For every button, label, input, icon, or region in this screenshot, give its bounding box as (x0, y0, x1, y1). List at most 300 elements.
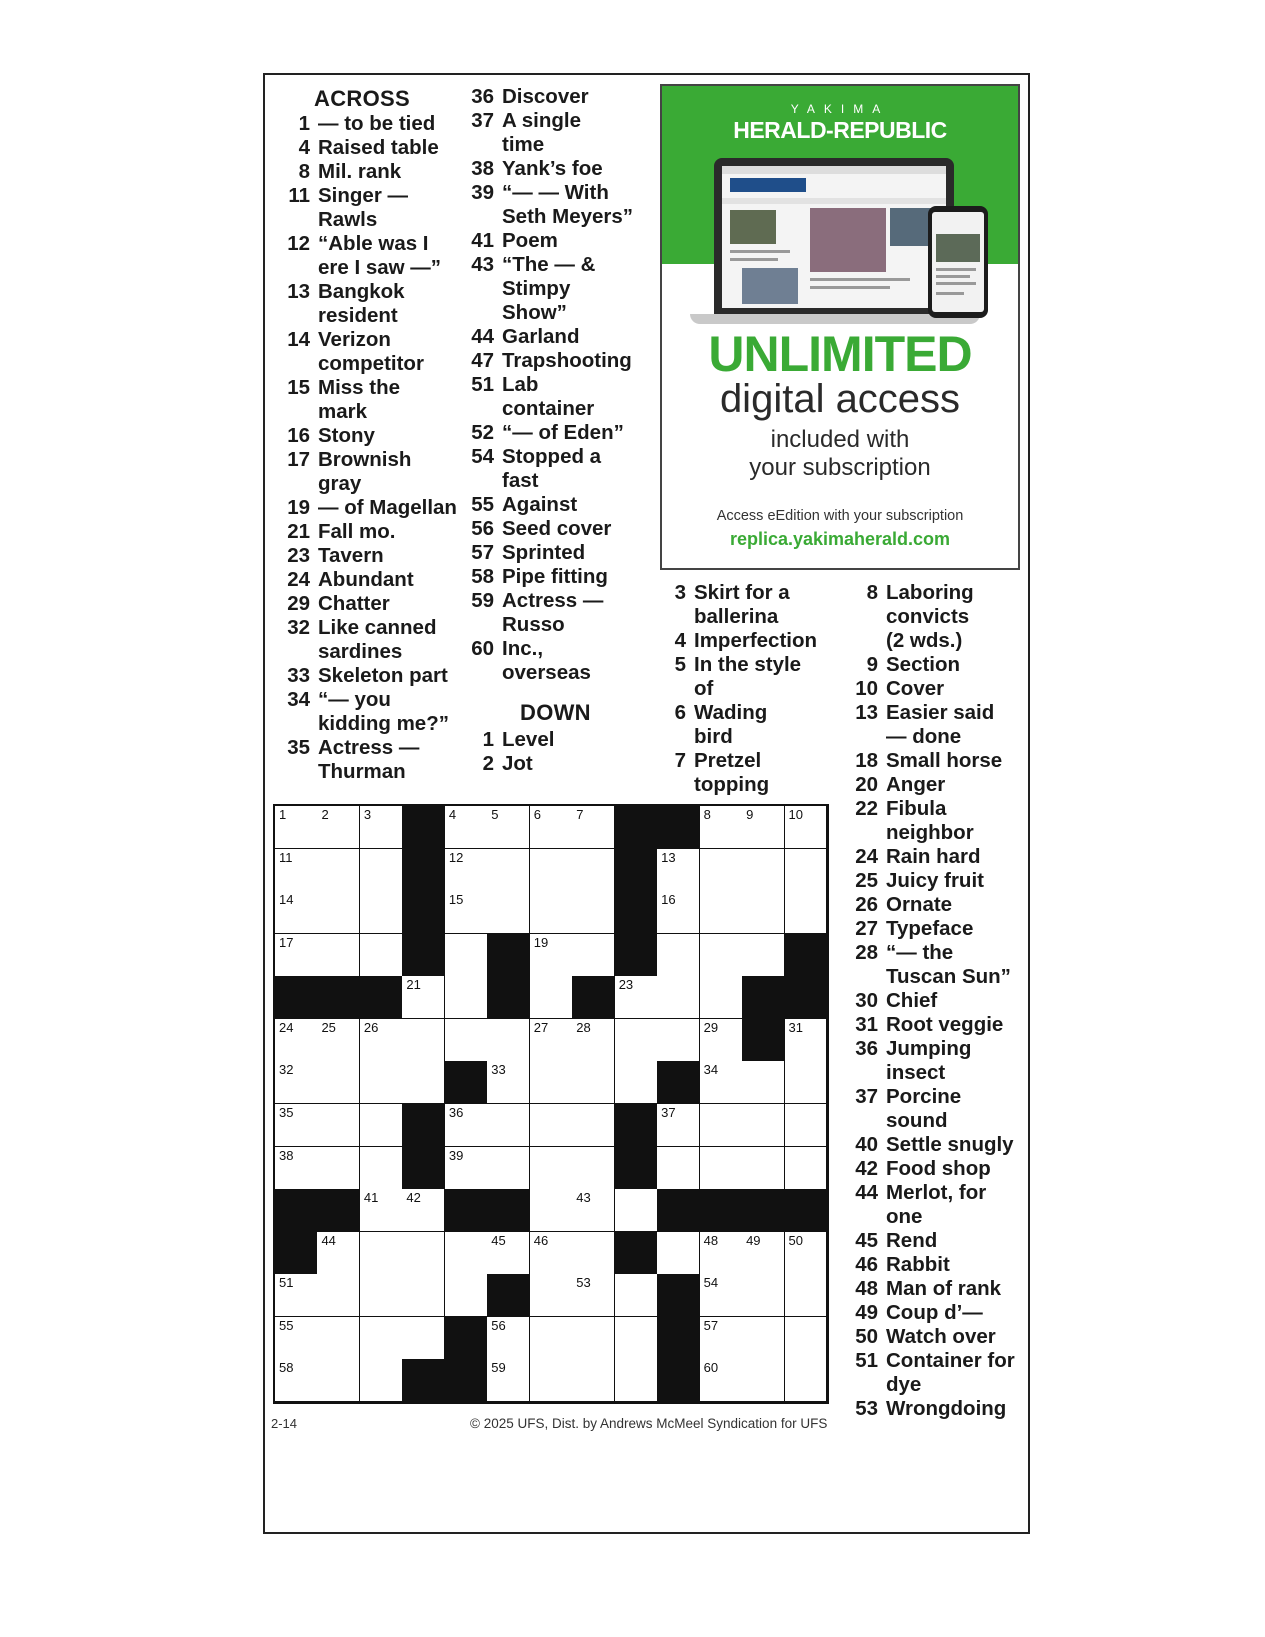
clue-text: “— the Tuscan Sun” (886, 941, 1011, 988)
grid-cell[interactable] (275, 849, 318, 892)
clue-text: Ornate (886, 893, 953, 916)
phone-screen (932, 212, 984, 312)
clue-number: 45 (855, 1229, 878, 1252)
grid-cell-number: 17 (279, 934, 294, 950)
clue-item (846, 1013, 1030, 1037)
grid-cell[interactable] (317, 1317, 360, 1360)
grid-cell[interactable] (572, 1061, 615, 1104)
clue-item (278, 328, 464, 376)
grid-cell[interactable] (487, 1147, 530, 1190)
grid-cell[interactable] (360, 1189, 403, 1232)
grid-cell[interactable] (402, 1019, 445, 1062)
grid-cell[interactable] (785, 891, 828, 934)
grid-cell[interactable] (402, 1189, 445, 1232)
grid-cell[interactable] (487, 1232, 530, 1275)
clue-text: Fibula neighbor (886, 797, 974, 844)
clue-number: 4 (298, 136, 310, 159)
clue-text: Section (886, 653, 961, 676)
clue-item (462, 517, 662, 541)
clue-number: 36 (855, 1037, 878, 1060)
grid-cell[interactable] (530, 1317, 573, 1360)
grid-cell[interactable] (360, 891, 403, 934)
grid-cell[interactable] (360, 1359, 403, 1402)
grid-black-square (445, 1317, 488, 1360)
grid-cell[interactable] (700, 1232, 743, 1275)
grid-cell[interactable] (615, 1019, 658, 1062)
clue-item (462, 109, 662, 157)
grid-cell[interactable] (615, 1359, 658, 1402)
grid-cell[interactable] (317, 1359, 360, 1402)
clue-item (846, 941, 1030, 989)
grid-black-square (445, 1359, 488, 1402)
grid-cell[interactable] (785, 1147, 828, 1190)
clue-number: 16 (287, 424, 310, 447)
grid-cell[interactable] (615, 976, 658, 1019)
grid-cell[interactable] (785, 1359, 828, 1402)
grid-cell[interactable] (785, 1317, 828, 1360)
clue-item (846, 1325, 1030, 1349)
grid-cell-number: 21 (406, 977, 421, 993)
grid-black-square (402, 1104, 445, 1147)
clue-item (846, 893, 1030, 917)
clue-number: 49 (855, 1301, 878, 1324)
grid-cell[interactable] (445, 1147, 488, 1190)
clue-text: Inc., overseas (502, 637, 591, 684)
clue-text: Jumping insect (886, 1037, 972, 1084)
grid-cell-number: 53 (576, 1275, 591, 1291)
grid-cell[interactable] (445, 1232, 488, 1275)
grid-cell[interactable] (275, 806, 318, 849)
clue-number: 44 (471, 325, 494, 348)
grid-cell[interactable] (572, 849, 615, 892)
grid-cell[interactable] (445, 1019, 488, 1062)
grid-cell[interactable] (700, 1061, 743, 1104)
grid-cell[interactable] (572, 1019, 615, 1062)
grid-cell[interactable] (572, 1232, 615, 1275)
grid-cell[interactable] (700, 976, 743, 1019)
grid-cell[interactable] (402, 976, 445, 1019)
grid-cell[interactable] (742, 1359, 785, 1402)
grid-black-square (615, 1232, 658, 1275)
grid-cell-number: 31 (788, 1019, 803, 1035)
clue-text: Abundant (318, 568, 414, 591)
clue-number: 8 (866, 581, 878, 604)
clue-number: 28 (855, 941, 878, 964)
grid-cell[interactable] (445, 849, 488, 892)
grid-black-square (657, 1317, 700, 1360)
grid-cell[interactable] (360, 1104, 403, 1147)
grid-cell[interactable] (445, 1104, 488, 1147)
clue-text: Coup d’— (886, 1301, 983, 1324)
clue-item (846, 1181, 1030, 1229)
clue-number: 11 (288, 184, 310, 207)
clue-text: Chief (886, 989, 938, 1012)
grid-cell-number: 33 (491, 1062, 506, 1078)
clue-item (654, 653, 834, 701)
grid-cell-number: 37 (661, 1105, 676, 1120)
grid-black-square (445, 1061, 488, 1104)
clue-number: 14 (287, 328, 310, 351)
grid-cell-number: 14 (279, 892, 294, 908)
clue-text: Singer — Rawls (318, 184, 408, 231)
grid-cell[interactable] (572, 934, 615, 977)
clue-number: 23 (287, 544, 310, 567)
grid-cell[interactable] (445, 1274, 488, 1317)
clue-text: Anger (886, 773, 946, 796)
clue-number: 2 (482, 752, 494, 775)
grid-black-square (657, 1359, 700, 1402)
grid-cell[interactable] (572, 1147, 615, 1190)
grid-cell[interactable] (275, 891, 318, 934)
clue-text: Wading bird (694, 701, 768, 748)
grid-cell[interactable] (785, 806, 828, 849)
grid-cell-number: 41 (363, 1190, 379, 1206)
clue-text: “— — With Seth Meyers” (502, 181, 634, 228)
grid-cell[interactable] (785, 1274, 828, 1317)
clue-item (846, 917, 1030, 941)
grid-black-square (360, 976, 403, 1019)
grid-cell-number: 23 (618, 977, 634, 993)
clue-text: “— of Eden” (502, 421, 624, 444)
grid-cell-number: 27 (533, 1019, 549, 1035)
grid-cell[interactable] (657, 891, 700, 934)
grid-cell[interactable] (700, 1147, 743, 1190)
ad-url-link[interactable]: replica.yakimaherald.com (729, 529, 951, 549)
grid-cell[interactable] (360, 849, 403, 892)
clue-text: Container for dye (886, 1349, 1015, 1396)
grid-cell[interactable] (700, 806, 743, 849)
clue-number: 25 (855, 869, 878, 892)
grid-cell[interactable] (275, 1359, 318, 1402)
grid-cell[interactable] (742, 1104, 785, 1147)
clue-text: “The — & Stimpy Show” (502, 253, 596, 324)
grid-cell[interactable] (700, 1019, 743, 1062)
grid-cell[interactable] (700, 1104, 743, 1147)
grid-black-square (742, 1019, 785, 1062)
grid-cell[interactable] (742, 806, 785, 849)
grid-cell[interactable] (275, 1104, 318, 1147)
puzzle-date: 2-14 (271, 1416, 298, 1431)
grid-cell[interactable] (742, 1147, 785, 1190)
grid-cell[interactable] (317, 934, 360, 977)
grid-black-square (657, 1061, 700, 1104)
grid-cell[interactable] (530, 1147, 573, 1190)
grid-cell[interactable] (572, 1359, 615, 1402)
grid-black-square (615, 1104, 658, 1147)
clue-number: 17 (287, 448, 310, 471)
clue-item (846, 869, 1030, 893)
clue-text: Laboring convicts (2 wds.) (886, 581, 974, 652)
clue-text: Level (502, 728, 555, 751)
clue-text: Easier said — done (886, 701, 995, 748)
grid-cell[interactable] (530, 1104, 573, 1147)
grid-cell[interactable] (360, 1274, 403, 1317)
grid-cell[interactable] (530, 891, 573, 934)
grid-cell[interactable] (487, 806, 530, 849)
clue-text: Merlot, for one (886, 1181, 987, 1228)
grid-cell[interactable] (615, 1274, 658, 1317)
grid-cell[interactable] (275, 1061, 318, 1104)
grid-cell[interactable] (275, 1274, 318, 1317)
clue-text: Mil. rank (318, 160, 402, 183)
grid-cell-number: 24 (279, 1019, 294, 1035)
clue-item (846, 1133, 1030, 1157)
grid-cell[interactable] (360, 1232, 403, 1275)
grid-cell[interactable] (615, 1189, 658, 1232)
grid-cell[interactable] (275, 1147, 318, 1190)
clue-item (278, 112, 464, 136)
grid-cell[interactable] (402, 1317, 445, 1360)
clue-text: In the style of (694, 653, 802, 700)
across-clues-column-1 (278, 85, 464, 784)
clue-number: 60 (471, 637, 494, 660)
grid-cell[interactable] (657, 934, 700, 977)
clue-text: Verizon competitor (318, 328, 424, 375)
clue-text: Bangkok resident (318, 280, 405, 327)
grid-cell[interactable] (572, 1274, 615, 1317)
grid-cell[interactable] (317, 1019, 360, 1062)
grid-cell[interactable] (572, 891, 615, 934)
clue-number: 32 (287, 616, 310, 639)
grid-cell[interactable] (275, 1317, 318, 1360)
clue-text: Yank’s foe (502, 157, 603, 180)
grid-cell[interactable] (317, 1274, 360, 1317)
grid-cell-number: 2 (321, 807, 329, 822)
grid-cell[interactable] (360, 1147, 403, 1190)
grid-cell[interactable] (487, 1359, 530, 1402)
clue-text: Against (502, 493, 578, 516)
grid-cell[interactable] (445, 934, 488, 977)
grid-black-square (402, 849, 445, 892)
clue-item (846, 653, 1030, 677)
subscription-ad[interactable] (660, 84, 1020, 570)
clue-item (278, 520, 464, 544)
grid-black-square (615, 1147, 658, 1190)
grid-cell[interactable] (657, 1019, 700, 1062)
clue-item (654, 629, 834, 653)
clue-text: Lab container (502, 373, 595, 420)
grid-cell[interactable] (572, 806, 615, 849)
clue-item (278, 496, 464, 520)
clue-item (846, 701, 1030, 749)
grid-cell[interactable] (530, 976, 573, 1019)
grid-cell[interactable] (700, 934, 743, 977)
grid-cell[interactable] (360, 1317, 403, 1360)
clue-text: Rend (886, 1229, 938, 1252)
grid-cell[interactable] (487, 1061, 530, 1104)
grid-black-square (317, 976, 360, 1019)
grid-cell[interactable] (360, 934, 403, 977)
grid-cell-number: 15 (448, 892, 464, 908)
clue-text: “— you kidding me?” (318, 688, 449, 735)
grid-cell[interactable] (785, 1104, 828, 1147)
grid-cell-number: 34 (703, 1062, 719, 1078)
grid-cell[interactable] (317, 891, 360, 934)
grid-cell-number: 10 (788, 807, 803, 822)
grid-cell[interactable] (700, 849, 743, 892)
grid-cell[interactable] (317, 849, 360, 892)
grid-cell[interactable] (742, 849, 785, 892)
grid-cell[interactable] (317, 806, 360, 849)
grid-cell[interactable] (530, 1232, 573, 1275)
grid-cell-number: 9 (746, 807, 754, 822)
clue-item (278, 688, 464, 736)
grid-black-square (785, 934, 828, 977)
grid-cell[interactable] (530, 1189, 573, 1232)
grid-cell[interactable] (657, 849, 700, 892)
grid-cell[interactable] (275, 1019, 318, 1062)
grid-cell[interactable] (360, 1061, 403, 1104)
clue-text: “Able was I ere I saw —” (318, 232, 442, 279)
clue-number: 4 (674, 629, 686, 652)
grid-cell[interactable] (742, 1061, 785, 1104)
grid-cell[interactable] (530, 1019, 573, 1062)
grid-cell[interactable] (615, 1061, 658, 1104)
grid-cell[interactable] (572, 1189, 615, 1232)
clue-number: 1 (298, 112, 310, 135)
grid-cell[interactable] (445, 891, 488, 934)
grid-black-square (402, 934, 445, 977)
clue-number: 53 (855, 1397, 878, 1420)
grid-cell[interactable] (530, 1359, 573, 1402)
grid-cell[interactable] (785, 849, 828, 892)
grid-cell[interactable] (657, 1104, 700, 1147)
clue-item (278, 184, 464, 232)
grid-cell[interactable] (742, 891, 785, 934)
grid-cell[interactable] (615, 1317, 658, 1360)
clue-number: 9 (866, 653, 878, 676)
down-clues-column-2 (654, 581, 834, 797)
grid-black-square (487, 1189, 530, 1232)
grid-cell[interactable] (785, 1232, 828, 1275)
grid-cell-number: 5 (491, 807, 499, 822)
grid-cell-number: 44 (321, 1232, 336, 1248)
clue-text: Garland (502, 325, 580, 348)
grid-cell[interactable] (360, 806, 403, 849)
clue-item (846, 1349, 1030, 1397)
clue-number: 13 (855, 701, 878, 724)
grid-cell[interactable] (445, 976, 488, 1019)
grid-cell[interactable] (317, 1232, 360, 1275)
phone-illustration (928, 206, 988, 318)
grid-cell-number: 32 (279, 1062, 294, 1078)
grid-cell[interactable] (572, 1317, 615, 1360)
grid-black-square (487, 934, 530, 977)
grid-cell[interactable] (487, 891, 530, 934)
grid-cell[interactable] (445, 806, 488, 849)
clue-number: 18 (855, 749, 878, 772)
clue-number: 43 (471, 253, 494, 276)
ad-herald-republic-logo: HERALD-REPUBLIC (733, 117, 947, 143)
grid-cell[interactable] (657, 976, 700, 1019)
grid-cell[interactable] (487, 1019, 530, 1062)
grid-cell[interactable] (360, 1019, 403, 1062)
grid-cell-number: 12 (448, 849, 464, 865)
crossword-grid (273, 804, 829, 1404)
grid-cell[interactable] (657, 1147, 700, 1190)
grid-cell-number: 1 (279, 807, 287, 822)
clue-text: — of Magellan (318, 496, 457, 519)
grid-cell[interactable] (785, 1061, 828, 1104)
ad-included-with: included with (770, 426, 910, 453)
clue-number: 42 (855, 1157, 878, 1180)
grid-black-square (487, 976, 530, 1019)
clue-number: 50 (855, 1325, 878, 1348)
clue-number: 10 (855, 677, 878, 700)
grid-cell[interactable] (487, 849, 530, 892)
clue-number: 8 (298, 160, 310, 183)
grid-cell-number: 8 (703, 807, 711, 822)
grid-black-square (657, 1189, 700, 1232)
clue-item (278, 616, 464, 664)
clue-number: 51 (855, 1349, 878, 1372)
grid-cell[interactable] (317, 1104, 360, 1147)
grid-cell[interactable] (785, 1019, 828, 1062)
grid-cell[interactable] (317, 1147, 360, 1190)
grid-cell[interactable] (700, 891, 743, 934)
grid-cell-number: 58 (279, 1360, 294, 1376)
grid-cell[interactable] (402, 1232, 445, 1275)
grid-cell-number: 4 (448, 807, 457, 822)
clue-item (462, 637, 662, 685)
grid-cell-number: 56 (491, 1317, 506, 1333)
clue-text: Rabbit (886, 1253, 950, 1276)
grid-cell-number: 38 (279, 1147, 294, 1163)
grid-cell[interactable] (487, 1104, 530, 1147)
grid-cell[interactable] (742, 934, 785, 977)
grid-cell[interactable] (275, 934, 318, 977)
grid-cell-number: 35 (279, 1105, 294, 1120)
clue-number: 21 (287, 520, 310, 543)
clue-number: 38 (471, 157, 494, 180)
clue-number: 34 (287, 688, 310, 711)
clue-item (278, 568, 464, 592)
clue-number: 46 (855, 1253, 878, 1276)
grid-cell[interactable] (572, 1104, 615, 1147)
grid-black-square (445, 1189, 488, 1232)
grid-cell[interactable] (530, 1061, 573, 1104)
clue-number: 19 (287, 496, 310, 519)
clue-text: Juicy fruit (886, 869, 984, 892)
grid-cell[interactable] (317, 1061, 360, 1104)
grid-black-square (275, 1232, 318, 1275)
grid-cell[interactable] (700, 1317, 743, 1360)
grid-cell[interactable] (700, 1359, 743, 1402)
grid-cell-number: 26 (363, 1019, 379, 1035)
grid-cell[interactable] (700, 1274, 743, 1317)
clue-text: Sprinted (502, 541, 586, 564)
grid-cell[interactable] (402, 1274, 445, 1317)
grid-cell[interactable] (530, 1274, 573, 1317)
grid-cell[interactable] (742, 1232, 785, 1275)
grid-cell[interactable] (742, 1274, 785, 1317)
grid-black-square (700, 1189, 743, 1232)
clue-number: 55 (471, 493, 494, 516)
grid-cell[interactable] (657, 1232, 700, 1275)
grid-cell[interactable] (742, 1317, 785, 1360)
across-heading: ACROSS (314, 86, 410, 111)
clue-number: 3 (674, 581, 686, 604)
grid-cell[interactable] (487, 1317, 530, 1360)
grid-cell[interactable] (530, 934, 573, 977)
grid-cell[interactable] (530, 806, 573, 849)
grid-cell-number: 6 (533, 807, 541, 822)
grid-cell[interactable] (530, 849, 573, 892)
clue-text: Skirt for a ballerina (694, 581, 790, 628)
clue-item (462, 421, 662, 445)
grid-cell[interactable] (402, 1061, 445, 1104)
copyright-notice: © 2025 UFS, Dist. by Andrews McMeel Syndication for UFS (470, 1416, 828, 1431)
